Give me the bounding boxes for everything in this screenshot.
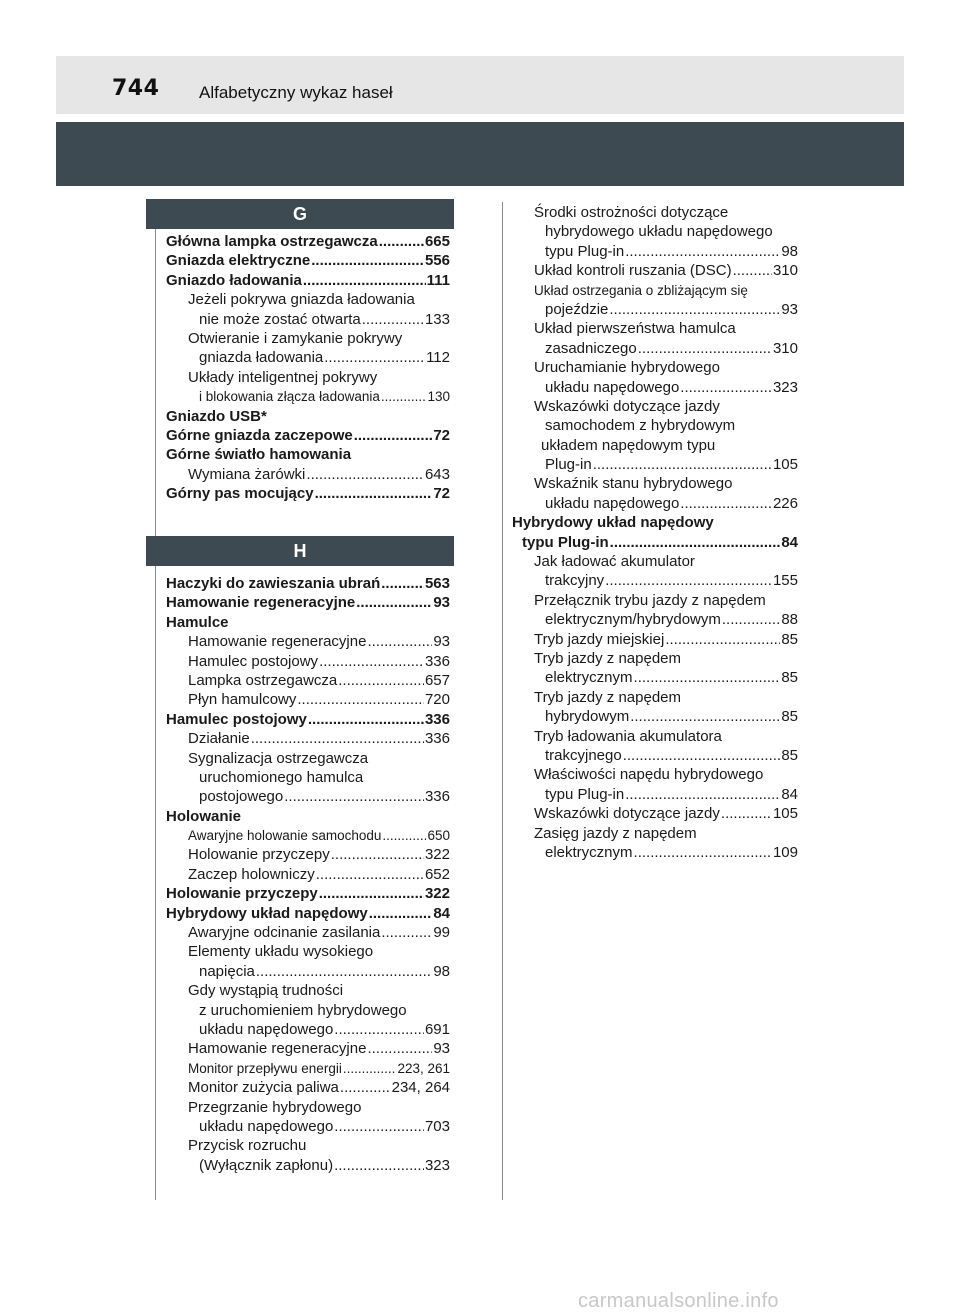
index-entry <box>166 465 450 484</box>
dot-leader <box>680 494 772 513</box>
index-entry <box>166 271 450 290</box>
entry-text: Płyn hamulcowy <box>188 691 297 709</box>
entry-text: Przegrzanie hybrydowego <box>188 1098 362 1116</box>
entry-text: elektrycznym/hybrydowym <box>545 611 721 629</box>
dot-leader <box>625 785 780 804</box>
index-entry <box>166 232 450 251</box>
entry-text: układem napędowym typu <box>541 436 716 454</box>
index-entry <box>166 884 450 903</box>
dot-leader <box>605 571 772 590</box>
index-entry <box>512 610 798 629</box>
index-entry <box>512 281 798 300</box>
dot-leader <box>609 300 780 319</box>
entry-page: 130 <box>427 389 450 405</box>
dot-leader <box>324 348 425 367</box>
entry-text: trakcyjnego <box>545 746 622 764</box>
index-entry <box>166 593 450 612</box>
entry-text: uruchomionego hamulca <box>199 768 364 786</box>
dot-leader <box>340 1078 391 1097</box>
index-list-g <box>166 232 450 503</box>
index-entry <box>166 1020 450 1039</box>
dot-leader <box>343 1059 397 1078</box>
entry-text: trakcyjny <box>545 572 605 590</box>
dot-leader <box>334 1117 424 1136</box>
entry-text: napięcia <box>199 962 255 980</box>
dot-leader <box>634 843 772 862</box>
dot-leader <box>311 251 424 270</box>
index-entry <box>166 729 450 748</box>
index-entry <box>166 1156 450 1175</box>
index-entry <box>166 348 450 367</box>
entry-page: 99 <box>433 924 450 942</box>
entry-page: 336 <box>424 730 450 748</box>
index-entry <box>166 807 450 826</box>
dot-leader <box>381 574 424 593</box>
index-entry <box>166 962 450 981</box>
entry-page: 111 <box>426 271 450 289</box>
index-entry <box>166 1098 450 1117</box>
entry-text: Hybrydowy układ napędowy <box>166 904 368 922</box>
index-entry <box>512 649 798 668</box>
entry-text: układu napędowego <box>199 1020 334 1038</box>
entry-text: Hamulec postojowy <box>166 710 307 728</box>
dot-leader <box>362 310 424 329</box>
entry-page: 556 <box>424 252 450 270</box>
index-entry <box>512 630 798 649</box>
entry-page: 84 <box>433 904 450 922</box>
index-entry <box>166 484 450 503</box>
entry-text: Tryb ładowania akumulatora <box>534 727 722 745</box>
dot-leader <box>316 865 424 884</box>
entry-text: Tryb jazdy z napędem <box>534 688 682 706</box>
index-entry <box>512 707 798 726</box>
index-entry <box>512 824 798 843</box>
index-entry <box>512 222 798 241</box>
entry-page: 112 <box>426 349 450 367</box>
entry-text: z uruchomieniem hybrydowego <box>199 1001 407 1019</box>
index-entry <box>166 710 450 729</box>
index-entry <box>166 407 450 426</box>
right-column-rule <box>502 202 503 1200</box>
index-entry <box>512 319 798 338</box>
header-band <box>56 56 904 114</box>
index-entry <box>512 358 798 377</box>
entry-page: 72 <box>433 485 450 503</box>
entry-page: 310 <box>772 262 798 280</box>
entry-text: układu napędowego <box>199 1117 334 1135</box>
entry-text: Gdy wystąpią trudności <box>188 982 344 1000</box>
index-entry <box>512 591 798 610</box>
entry-page: 98 <box>781 242 798 260</box>
entry-page: 657 <box>424 671 450 689</box>
entry-text: Holowanie przyczepy <box>166 885 318 903</box>
entry-text: i blokowania złącza ładowania <box>199 389 380 405</box>
index-entry <box>512 339 798 358</box>
dot-leader <box>722 610 780 629</box>
index-entry <box>512 261 798 280</box>
index-entry <box>166 826 450 845</box>
index-entry <box>166 981 450 1000</box>
index-entry <box>512 203 798 222</box>
index-entry <box>166 574 450 593</box>
entry-page: 85 <box>781 746 798 764</box>
dot-leader <box>665 630 780 649</box>
index-entry <box>512 804 798 823</box>
entry-page: 336 <box>424 788 450 806</box>
entry-page: 105 <box>772 805 798 823</box>
entry-page: 322 <box>424 885 450 903</box>
entry-text: hybrydowym <box>545 708 630 726</box>
entry-text: Gniazdo USB* <box>166 407 267 425</box>
entry-page: 226 <box>772 494 798 512</box>
entry-text: zasadniczego <box>545 339 637 357</box>
entry-text: Układ pierwszeństwa hamulca <box>534 320 736 338</box>
entry-page: 98 <box>433 962 450 980</box>
index-entry <box>166 251 450 270</box>
entry-page: 85 <box>781 669 798 687</box>
index-entry <box>166 671 450 690</box>
header-dark-band <box>56 122 904 186</box>
index-entry <box>166 445 450 464</box>
index-entry <box>512 416 798 435</box>
entry-page: 109 <box>772 843 798 861</box>
index-entry <box>512 668 798 687</box>
dot-leader <box>338 671 424 690</box>
entry-text: Górny pas mocujący <box>166 485 314 503</box>
entry-text: Działanie <box>188 730 250 748</box>
entry-page: 155 <box>772 572 798 590</box>
entry-text: typu Plug-in <box>522 533 609 551</box>
entry-page: 652 <box>424 865 450 883</box>
entry-page: 85 <box>781 708 798 726</box>
entry-text: Hamowanie regeneracyjne <box>188 1040 367 1058</box>
dot-leader <box>334 1156 424 1175</box>
dot-leader <box>382 826 426 845</box>
entry-text: Gniazda elektryczne <box>166 252 311 270</box>
index-entry <box>166 426 450 445</box>
entry-text: Wskazówki dotyczące jazdy <box>534 397 720 415</box>
index-list-h <box>166 574 450 1175</box>
entry-page: 563 <box>424 575 450 592</box>
index-entry <box>166 768 450 787</box>
entry-text: Górne światło hamowania <box>166 446 352 464</box>
entry-page: 72 <box>433 426 450 444</box>
dot-leader <box>303 271 426 290</box>
dot-leader <box>625 242 780 261</box>
entry-page: 323 <box>772 378 798 396</box>
entry-text: pojeździe <box>545 300 609 318</box>
index-entry <box>166 368 450 387</box>
dot-leader <box>356 593 432 612</box>
entry-text: typu Plug-in <box>545 242 625 260</box>
entry-text: (Wyłącznik zapłonu) <box>199 1156 334 1174</box>
dot-leader <box>369 904 433 923</box>
entry-text: Hamulec postojowy <box>188 652 319 670</box>
entry-text: gniazda ładowania <box>199 349 324 367</box>
index-entry <box>512 688 798 707</box>
entry-text: Plug-in <box>545 456 592 474</box>
index-entry <box>166 632 450 651</box>
index-entry <box>512 474 798 493</box>
entry-page: 84 <box>781 533 798 551</box>
dot-leader <box>680 378 772 397</box>
entry-text: Układ kontroli ruszania (DSC) <box>534 262 732 280</box>
entry-text: Monitor zużycia paliwa <box>188 1079 339 1097</box>
index-entry <box>512 300 798 319</box>
entry-page: 336 <box>424 652 450 670</box>
index-entry <box>166 387 450 406</box>
dot-leader <box>733 261 772 280</box>
entry-text: postojowego <box>199 788 284 806</box>
index-entry <box>512 494 798 513</box>
index-entry <box>512 785 798 804</box>
dot-leader <box>367 1039 432 1058</box>
entry-text: Wymiana żarówki <box>188 465 306 483</box>
entry-text: Przełącznik trybu jazdy z napędem <box>534 591 766 609</box>
index-entry <box>512 571 798 590</box>
entry-text: Układy inteligentnej pokrywy <box>188 368 378 386</box>
dot-leader <box>721 804 772 823</box>
index-entry <box>166 1136 450 1155</box>
entry-text: układu napędowego <box>545 494 680 512</box>
watermark: carmanualsonline.info <box>578 1290 779 1312</box>
index-entry <box>166 1059 450 1078</box>
index-entry <box>512 552 798 571</box>
dot-leader <box>610 533 781 552</box>
entry-page: 93 <box>781 300 798 318</box>
entry-page: 85 <box>781 630 798 648</box>
dot-leader <box>630 707 780 726</box>
dot-leader <box>315 484 433 503</box>
dot-leader <box>638 339 772 358</box>
index-entry <box>166 652 450 671</box>
entry-text: Wskazówki dotyczące jazdy <box>534 805 720 823</box>
entry-page: 93 <box>433 633 450 651</box>
dot-leader <box>306 465 424 484</box>
dot-leader <box>379 232 424 251</box>
entry-text: Wskaźnik stanu hybrydowego <box>534 475 733 493</box>
entry-text: Jeżeli pokrywa gniazda ładowania <box>188 291 415 309</box>
entry-text: Monitor przepływu energii <box>188 1060 342 1076</box>
dot-leader <box>367 632 432 651</box>
entry-text: Środki ostrożności dotyczące <box>534 204 729 221</box>
entry-text: elektrycznym <box>545 669 633 687</box>
dot-leader <box>284 787 424 806</box>
index-entry <box>512 533 798 552</box>
dot-leader <box>297 690 424 709</box>
dot-leader <box>256 962 432 981</box>
entry-text: Jak ładować akumulator <box>534 553 695 571</box>
entry-text: samochodem z hybrydowym <box>545 417 736 435</box>
dot-leader <box>593 455 772 474</box>
entry-page: 234, 264 <box>391 1079 450 1097</box>
entry-page: 93 <box>433 1040 450 1058</box>
entry-text: hybrydowego układu napędowego <box>545 223 773 241</box>
entry-page: 84 <box>781 785 798 803</box>
entry-text: Zaczep holowniczy <box>188 865 315 883</box>
entry-text: Zasięg jazdy z napędem <box>534 824 697 842</box>
entry-text: Otwieranie i zamykanie pokrywy <box>188 329 403 347</box>
dot-leader <box>319 652 424 671</box>
index-entry <box>166 904 450 923</box>
dot-leader <box>634 668 781 687</box>
entry-page: 703 <box>424 1117 450 1135</box>
section-header-h: H <box>146 536 454 566</box>
index-entry <box>166 749 450 768</box>
entry-text: elektrycznym <box>545 843 633 861</box>
index-entry <box>166 845 450 864</box>
index-entry <box>166 310 450 329</box>
entry-text: Górne gniazda zaczepowe <box>166 426 353 444</box>
left-column-rule <box>155 224 156 1200</box>
index-entry <box>512 242 798 261</box>
index-entry <box>166 923 450 942</box>
entry-text: Awaryjne holowanie samochodu <box>188 828 382 844</box>
entry-text: Elementy układu wysokiego <box>188 943 374 961</box>
index-entry <box>512 746 798 765</box>
dot-leader <box>623 746 781 765</box>
entry-text: Przycisk rozruchu <box>188 1137 307 1155</box>
dot-leader <box>251 729 424 748</box>
dot-leader <box>381 387 427 406</box>
entry-text: Główna lampka ostrzegawcza <box>166 233 378 250</box>
entry-page: 650 <box>427 828 450 844</box>
page-title: Alfabetyczny wykaz haseł <box>199 83 393 102</box>
index-entry <box>512 843 798 862</box>
index-entry <box>166 942 450 961</box>
dot-leader <box>354 426 433 445</box>
dot-leader <box>331 845 424 864</box>
entry-text: Właściwości napędu hybrydowego <box>534 766 764 784</box>
entry-text: Gniazdo ładowania <box>166 271 302 289</box>
index-entry <box>166 1039 450 1058</box>
entry-text: Holowanie przyczepy <box>188 846 330 864</box>
index-entry <box>166 690 450 709</box>
index-entry <box>512 436 798 455</box>
entry-page: 310 <box>772 339 798 357</box>
entry-text: typu Plug-in <box>545 785 625 803</box>
entry-page: 88 <box>781 611 798 629</box>
page-number: 744 <box>112 76 160 101</box>
index-entry <box>166 1078 450 1097</box>
entry-page: 133 <box>424 310 450 328</box>
dot-leader <box>319 884 424 903</box>
entry-text: układu napędowego <box>545 378 680 396</box>
index-entry <box>512 513 798 532</box>
index-entry <box>166 1001 450 1020</box>
entry-text: Holowanie <box>166 807 242 825</box>
entry-text: Awaryjne odcinanie zasilania <box>188 924 381 942</box>
entry-text: Tryb jazdy miejskiej <box>534 630 665 648</box>
entry-page: 323 <box>424 1156 450 1174</box>
index-entry <box>166 787 450 806</box>
index-entry <box>512 765 798 784</box>
dot-leader <box>381 923 432 942</box>
index-entry <box>512 378 798 397</box>
entry-text: Hybrydowy układ napędowy <box>512 514 714 532</box>
entry-page: 322 <box>424 846 450 864</box>
entry-text: Tryb jazdy z napędem <box>534 649 682 667</box>
entry-text: nie może zostać otwarta <box>199 310 361 328</box>
dot-leader <box>334 1020 424 1039</box>
entry-text: Hamowanie regeneracyjne <box>188 633 367 651</box>
entry-text: Haczyki do zawieszania ubrań <box>166 575 381 592</box>
entry-page: 105 <box>772 456 798 474</box>
index-entry <box>166 865 450 884</box>
dot-leader <box>308 710 424 729</box>
entry-page: 336 <box>424 710 450 728</box>
index-list-right <box>512 203 798 862</box>
index-entry <box>166 290 450 309</box>
entry-text: Lampka ostrzegawcza <box>188 671 338 689</box>
entry-page: 643 <box>424 465 450 483</box>
index-entry <box>512 455 798 474</box>
section-header-g: G <box>146 199 454 229</box>
index-entry <box>166 329 450 348</box>
entry-text: Hamowanie regeneracyjne <box>166 594 356 612</box>
entry-page: 223, 261 <box>397 1060 450 1076</box>
entry-page: 93 <box>433 594 450 612</box>
index-entry <box>166 613 450 632</box>
entry-text: Hamulce <box>166 613 229 631</box>
entry-text: Układ ostrzegania o zbliżającym się <box>534 282 748 298</box>
entry-text: Sygnalizacja ostrzegawcza <box>188 749 369 767</box>
entry-page: 665 <box>424 233 450 250</box>
entry-page: 691 <box>424 1020 450 1038</box>
index-entry <box>512 397 798 416</box>
index-entry <box>166 1117 450 1136</box>
entry-text: Uruchamianie hybrydowego <box>534 359 720 377</box>
entry-page: 720 <box>424 691 450 709</box>
index-entry <box>512 727 798 746</box>
